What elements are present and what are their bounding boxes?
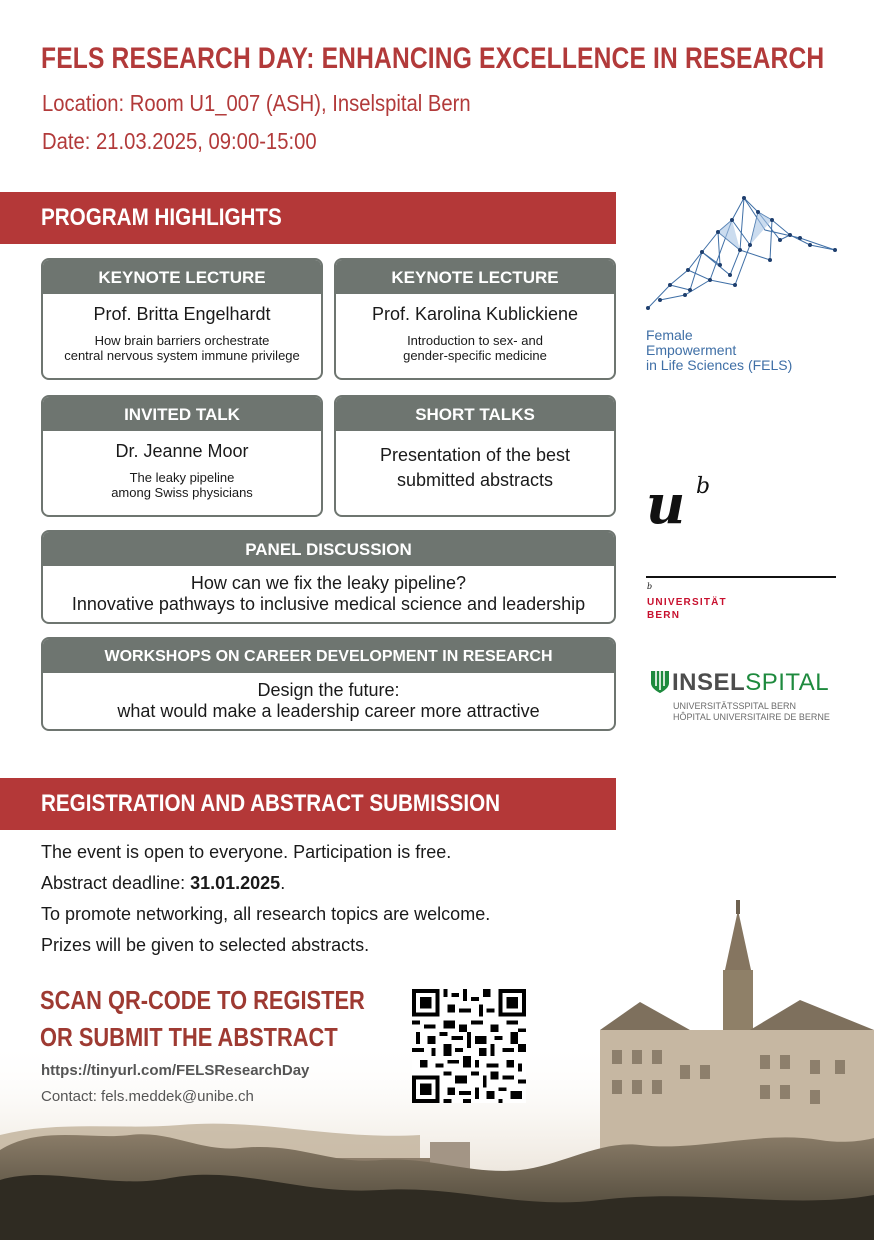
insel-sub-line: HÔPITAL UNIVERSITAIRE DE BERNE — [673, 712, 830, 722]
panel-description — [43, 573, 614, 615]
desc-line: How can we fix the leaky pipeline? — [190, 573, 467, 593]
unibe-line: UNIVERSITÄT — [647, 597, 727, 608]
keynote-card-1 — [41, 258, 323, 380]
unibe-b-mark: b — [696, 474, 711, 499]
spital-part: SPITAL — [745, 669, 830, 696]
talk-description — [43, 333, 321, 363]
desc-line: Presentation of the best — [379, 445, 571, 465]
registration-open-text: The event is open to everyone. Participation is free. — [41, 842, 452, 862]
deadline-label: Abstract deadline: — [41, 873, 191, 893]
unibe-name — [647, 596, 727, 622]
inselspital-shield-icon — [650, 670, 670, 694]
speaker-name: Prof. Karolina Kublickiene — [371, 304, 579, 324]
unibe-line: BERN — [647, 610, 681, 621]
deadline-date: 31.01.2025 — [190, 873, 281, 893]
fels-line: Female — [646, 327, 693, 343]
panel-discussion-card — [41, 530, 616, 624]
keynote-card-2 — [334, 258, 616, 380]
fels-logo-text — [646, 328, 792, 373]
registration-heading: REGISTRATION AND ABSTRACT SUBMISSION — [41, 790, 501, 817]
qr-code-icon[interactable] — [412, 989, 526, 1103]
workshops-card — [41, 637, 616, 731]
speaker-name: Dr. Jeanne Moor — [115, 441, 249, 461]
networking-text: To promote networking, all research topics are welcome. — [41, 904, 491, 924]
prizes-text: Prizes will be given to selected abstracts. — [41, 935, 370, 955]
program-highlights-heading: PROGRAM HIGHLIGHTS — [41, 204, 282, 231]
unibe-logo — [646, 470, 838, 630]
insel-part: INSEL — [672, 669, 746, 696]
desc-line: Innovative pathways to inclusive medical science and leadership — [71, 594, 586, 614]
desc-line: Introduction to sex- and — [407, 333, 543, 348]
desc-line: submitted abstracts — [396, 470, 554, 490]
desc-line: what would make a leadership career more attractive — [117, 701, 540, 721]
card-label: INVITED TALK — [43, 397, 321, 431]
contact-email: Contact: fels.meddek@unibe.ch — [41, 1088, 254, 1105]
talk-description — [336, 333, 614, 363]
page-title: FELS RESEARCH DAY: ENHANCING EXCELLENCE IN RESEARCH — [41, 42, 825, 75]
abstract-deadline-text — [41, 873, 285, 894]
event-date: Date: 21.03.2025, 09:00-15:00 — [42, 128, 317, 154]
desc-line: among Swiss physicians — [111, 485, 253, 500]
invited-talk-card — [41, 395, 323, 517]
program-highlights-band — [0, 192, 616, 244]
short-talks-card — [334, 395, 616, 517]
fels-line: in Life Sciences (FELS) — [646, 357, 793, 373]
insel-sub-line: UNIVERSITÄTSSPITAL BERN — [673, 701, 797, 711]
deadline-suffix: . — [280, 873, 286, 893]
registration-url-link[interactable]: https://tinyurl.com/FELSResearchDay — [41, 1062, 310, 1079]
unibe-divider — [646, 576, 836, 578]
unibe-small-b: b — [647, 582, 653, 591]
card-label: SHORT TALKS — [336, 397, 614, 431]
desc-line: How brain barriers orchestrate — [94, 333, 270, 348]
card-label: KEYNOTE LECTURE — [43, 260, 321, 294]
event-location: Location: Room U1_007 (ASH), Inselspital Bern — [42, 90, 471, 116]
inselspital-logo — [650, 668, 850, 732]
desc-line: The leaky pipeline — [129, 470, 235, 485]
inselspital-subtitle — [673, 701, 830, 723]
unibe-u-mark: u — [646, 472, 686, 536]
card-label: KEYNOTE LECTURE — [336, 260, 614, 294]
speaker-name: Prof. Britta Engelhardt — [93, 304, 271, 324]
scan-heading-line2: OR SUBMIT THE ABSTRACT — [40, 1022, 338, 1052]
scan-heading-line1: SCAN QR-CODE TO REGISTER — [40, 985, 365, 1015]
fels-line: Empowerment — [646, 342, 737, 358]
desc-line: central nervous system immune privilege — [64, 348, 300, 363]
card-label: WORKSHOPS ON CAREER DEVELOPMENT IN RESEARCH — [43, 639, 614, 673]
card-label: PANEL DISCUSSION — [43, 532, 614, 566]
talk-description — [43, 470, 321, 500]
inselspital-wordmark — [672, 670, 829, 696]
fels-logo — [640, 190, 840, 380]
workshops-description — [43, 680, 614, 722]
registration-band — [0, 778, 616, 830]
desc-line: Design the future: — [257, 680, 400, 700]
mountain-network-icon — [640, 190, 840, 315]
desc-line: gender-specific medicine — [403, 348, 547, 363]
short-talks-description — [336, 443, 614, 493]
